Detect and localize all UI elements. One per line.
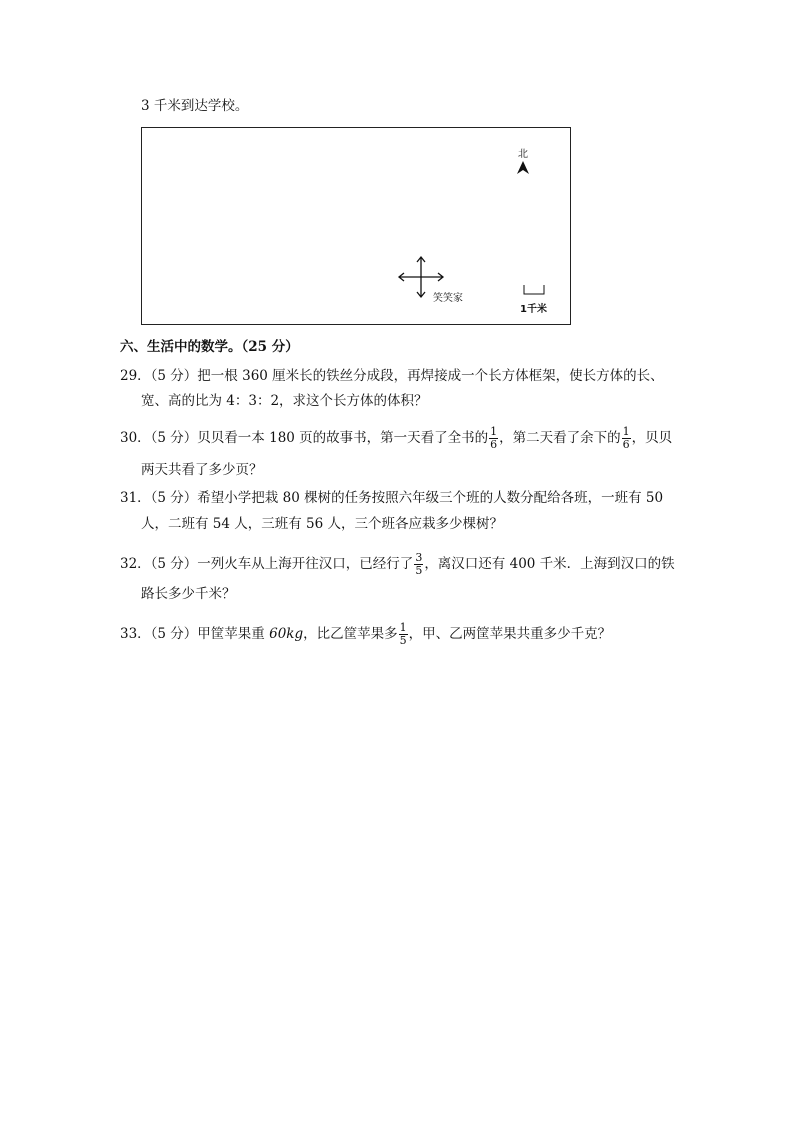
- q33-weight: 60kg: [269, 626, 304, 642]
- q30-text-part3: ，贝贝: [631, 430, 673, 446]
- home-label: 笑笑家: [433, 293, 463, 304]
- q30-text-part2: ，第二天看了余下的: [499, 430, 621, 446]
- q29-line2: 宽、高的比为 4：3：2，求这个长方体的体积？: [141, 393, 428, 409]
- q31-line2: 人，二班有 54 人，三班有 56 人，三个班各应栽多少棵树？: [141, 516, 504, 532]
- q32-line2: 路长多少千米？: [141, 586, 236, 602]
- q33-fraction: $\frac{1}{5}$: [399, 621, 407, 647]
- scale-bar-icon: [522, 284, 548, 296]
- q33-text-part2: ，比乙筐苹果多: [303, 626, 398, 642]
- q29-line1: 29．（5 分）把一根 360 厘米长的铁丝分成段，再焊接成一个长方体框架，使长方体的长、: [120, 368, 664, 384]
- q30-line2: 两天共看了多少页？: [141, 462, 263, 478]
- intro-text: 3 千米到达学校。: [141, 98, 249, 114]
- map-figure: [141, 127, 571, 325]
- north-label: 北: [518, 149, 528, 160]
- q31-line1: 31．（5 分）希望小学把栽 80 棵树的任务按照六年级三个班的人数分配给各班，一班有 50: [120, 490, 664, 506]
- q30-fraction-1: $\frac{1}{6}$: [490, 425, 498, 451]
- q33-line1: [120, 622, 611, 647]
- q32-text-part2: ，离汉口还有 400 千米．上海到汉口的铁: [424, 556, 675, 572]
- q30-fraction-2: $\frac{1}{6}$: [622, 425, 630, 451]
- q32-text-part1: 32．（5 分）一列火车从上海开往汉口，已经行了: [120, 556, 414, 572]
- q30-text-part1: 30．（5 分）贝贝看一本 180 页的故事书，第一天看了全书的: [120, 430, 489, 446]
- q30-line1: [120, 426, 672, 451]
- q33-text-part1: 33．（5 分）甲筐苹果重: [120, 626, 270, 642]
- q32-fraction: $\frac{3}{5}$: [415, 551, 423, 577]
- north-arrow-icon: [515, 160, 531, 176]
- scale-label: 1千米: [520, 304, 547, 315]
- q33-text-part3: ，甲、乙两筐苹果共重多少千克？: [408, 626, 612, 642]
- section-title: 六、生活中的数学。（25 分）: [120, 339, 299, 355]
- q32-line1: [120, 552, 675, 577]
